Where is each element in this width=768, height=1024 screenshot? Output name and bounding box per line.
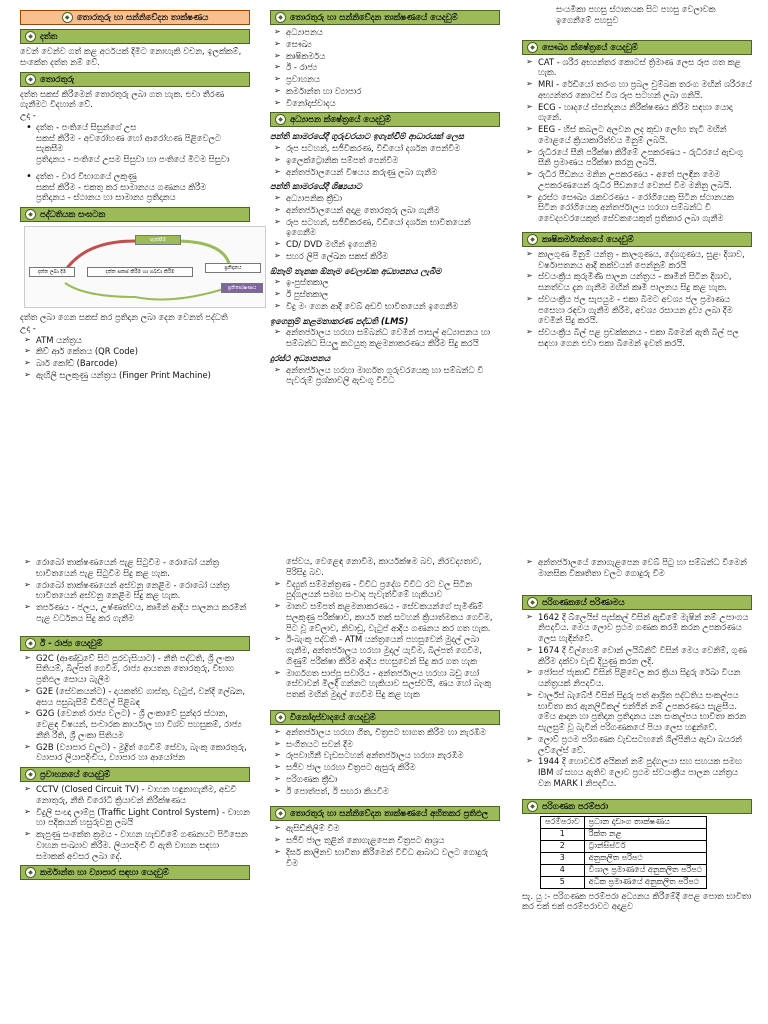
example-label: උදා -	[20, 110, 36, 120]
list-item: ➢ ඇසිඩ්කිලිම් වීම	[286, 823, 500, 834]
list-item: ➢ කාලගුණ මිනුම් යන්ත්‍ර - කාලගුණය, දේශගුණය, සුළං දිශාව, වර්ෂාපතනය ආදි කක්වයන් පෙන්නුම් කරයි	[538, 249, 752, 271]
list-item: ➢ CD/ DVD මඟින් ඉගෙනීම	[286, 239, 500, 250]
table-row	[541, 876, 707, 888]
adverse-continued-list	[522, 557, 752, 579]
list-item: ➢ සහර ලිපි ලේඛන සකස් කිරීම	[286, 251, 500, 262]
doc-title: ◆ තොරතුරු හා සන්නිවේදන තාක්ෂණය	[20, 10, 250, 25]
input-box: දත්ත ලබා දීම	[29, 267, 75, 277]
list-item: ➢ අධ්‍යාපනය	[286, 27, 500, 38]
list-item: ➢ කිව් ආර් කේතය (QR Code)	[36, 346, 250, 357]
list-item: ➢ රූප සටහන්, සජීවීකරණ, විඩියෝ දර්ශන පෙන්වීම	[286, 143, 500, 154]
list-item: ➢ ප්‍රවාහනය	[286, 74, 500, 85]
subheading: ඕනෑම් තැනක ඕනෑම වෙලාවක අධ්‍යාපනය ලැබීම	[270, 265, 442, 276]
section-header-agriculture: ◆ කෘෂිකර්මාන්තයේ යෙදවුම්	[522, 232, 752, 247]
diamond-icon: ◆	[527, 597, 538, 608]
table-row	[541, 864, 707, 876]
note-text: සැ. යු :- පරිගණක පරම්පරා අධ්‍යනය කිරීමේදී පෙළ පොත භාවිතා කර එක් එක් පරම්පරාවට අදාළව	[522, 890, 752, 912]
section-header-egov: ◆ ඊ - රාජ්‍ය යෙදවුම්	[20, 636, 250, 651]
process-box: සැකසීම	[135, 235, 181, 245]
list-item: ➢ G2C (ආණ්ඩුවේ සිට පුරවැසියාට) - නීති පද්ධති, ශ්‍රී ලංකා සිතියම්, බිල්පත් ගෙවීම, රාජ්‍ය ආයතන තොරතුරු, විභාග ප්‍රතිඵල සොයා බැලීම	[36, 653, 250, 685]
health-list	[522, 57, 752, 224]
output-box: ප්‍රතිදානය	[205, 263, 261, 273]
table-cell: ට්‍රාන්සිස්ටර්	[584, 840, 706, 852]
list-item: ➢ CCTV (Closed Circuit TV) - වාහන හඳුනාගැනීම, අඩවි නොතුරු, නීති විරෝධී ක්‍රියාවන් නිරීක්ෂණය	[36, 784, 250, 806]
industry-continued-text: සේවය, වෙළෙඳ නොවීම, කාර්යක්ෂම බව, නිරවද්‍යතාව, පිරිසිදු බව.	[286, 556, 482, 577]
distance-edu-list	[270, 365, 500, 387]
list-item: ➢ ඉ-පුස්තකාල	[286, 277, 500, 288]
list-item: ➢ අන්තර්ජාලය හරහා සම්බන්ධ වෙමින් පාසල් අධ්‍යාපනය හා සම්බන්ධ සියලු කටයුතු කළමනාකරණය කිරීම සිදු කරයි	[286, 327, 500, 349]
edu-student-list	[270, 193, 500, 262]
column-middle	[270, 6, 500, 388]
section-header-industry: ◆ කර්මාන්ත හා ව්‍යාපාර සඳහා යෙදවුම්	[20, 865, 250, 880]
table-cell: 2	[541, 840, 585, 852]
table-cell: 5	[541, 876, 585, 888]
entertainment-list	[270, 727, 500, 797]
list-item: ➢ 1674 දී විල්හෙම් වොන් ලයිබ්නිට් විසින් මෙය වෙනිම්, ගුණ කිරීම දක්වා වැඩි දියුණු කරන ලදි.	[538, 645, 752, 667]
list-item: ➢ කර්මාන්ත හා ව්‍යාපාර	[286, 86, 500, 97]
list-item: • දත්ත - පංතියේ සිසුන්ගේ උස සකස් කිරීම - අවරෝහණ හෝ ආරෝහණ පිළිවෙලට සැකසීම ප්‍රතිදානය - පංතියේ උසම සිසුවා හා පංතියේ මිටම සිසුවා	[36, 122, 250, 165]
section-header-info: ◆ තොරතුරු	[20, 72, 250, 87]
list-item: ➢ ATM යන්ත්‍රය	[36, 335, 250, 346]
edu-teacher-list	[270, 143, 500, 177]
table-header-cell: පරම්පරාව	[541, 816, 585, 828]
list-item: ➢ පරිගණක ක්‍රීඩා	[286, 774, 500, 785]
diamond-icon: ◆	[527, 42, 538, 53]
list-item: ➢ විද්‍යුත් සම්මන්ත්‍රණ - විවිධ ප්‍රදේශ විවිධ රට වල සිටින පුද්ගලයන් සමඟ සංවාද පැවැත්වීමේ හැකියාව	[286, 579, 500, 601]
list-item: ➢ සජීවී ජාල තුළින් නොගැළපෙන චිත්‍රපට ආශ්‍රය	[286, 835, 500, 846]
subheading: දුරස්ථ අධ්‍යාපනය	[270, 352, 331, 363]
list-item: ➢ කෘෂිකර්මය	[286, 51, 500, 62]
adverse-effects-list	[270, 823, 500, 868]
subheading: ඉගෙනුම් කළමනාකරණ පද්ධති (LMS)	[270, 315, 409, 326]
list-item: ➢ ඉලෙක්ට්‍රොනික සම්පත් පෙන්වීම	[286, 155, 500, 166]
diamond-icon: ◆	[275, 808, 286, 819]
list-item: ➢ ඊ පොත්පත්, ඊ සඟරා කියවීම	[286, 786, 500, 797]
section-header-applications: ◆ තොරතුරු හා සන්නිවේදන තාක්ෂණයේ යෙදවුම්	[270, 10, 500, 25]
list-item: ➢ G2B (ව්‍යාපාර වලට) - මුද්‍රිත් ගෙවීම් සේවා, බැංකු කොරතුරු, ව්‍යාපාර ලියාපදිංචිය, ව්‍යාපාර හා ආයෝජන	[36, 742, 250, 764]
evolution-list	[522, 612, 752, 789]
system-components-diagram	[24, 226, 266, 308]
table-row	[541, 840, 707, 852]
list-item: ➢ ස්වයංක්‍රීය කුරුමිණි පාලන යන්ත්‍රය - කෘමීන් සිටින දිශාව, සනත්වය දැන ගැනීම මඟින් කෘමි පාලනය සිදු කළ හැක.	[538, 271, 752, 293]
list-item: ➢ අන්තර්ජාලයෙන් අදාළ තොරතුරු ලබා ගැනීම	[286, 205, 500, 216]
diamond-icon: ◆	[275, 114, 286, 125]
feedback-box: ප්‍රතිපෝෂණය	[221, 283, 263, 293]
example-list	[20, 122, 250, 203]
info-definition: දත්ත සකස් කිරීමෙන් තොරතුරු ලබා ගත හැක. එවා තීරණ ගැනීමට විදහාන් වේ.	[20, 88, 224, 110]
diamond-icon: ◆	[25, 769, 36, 780]
components-text: දත්ත ලබා ගෙන සකස් කර ප්‍රතිදාන ලබා දෙන වෙනත් පද්ධති	[20, 312, 228, 322]
list-item: ➢ අන්තර්ජාලය හරහා ගීත, චිත්‍රපට භාගත කිරීම හා නැරඹීම	[286, 727, 500, 738]
table-cell: 4	[541, 864, 585, 876]
storage-box: දත්ත සකස් කිරීම හා ගබඩා කිරීම	[87, 267, 193, 277]
diamond-icon: ◆	[25, 31, 36, 42]
edu-anywhere-list	[270, 277, 500, 311]
subheading: පන්ති කාමරයේදී ගුරුවරයාට ඉගැන්වීම් ආධාරයක් ලෙස	[270, 131, 464, 142]
diamond-icon: ◆	[25, 209, 36, 220]
list-item: ➢ අධ්‍යාපනික ක්‍රීඩා	[286, 193, 500, 204]
list-item: ➢ 1944 දී හොවර්ඩ් අයිකන් නම් පුද්ගලයා සහ සහයක සමඟ IBM ශ් සහය ඇතිව ලොව ප්‍රථම ස්වයංක්‍රීය පාලන යන්ත්‍රය වන MARK I නිපදවීය.	[538, 756, 752, 788]
list-item: ➢ චාර්ල්ස් බැබේජ් විසින් සිදුරු පත් ආශ්‍රිත පද්ධතිය සංකල්පය භාවිතා කර ඇනලිටිකල් එන්ජින් නම් උපකරණය සැළසීය. මේය ආදාන හා ප්‍රතිදාන ප්‍රතිදානය යන සංකල්පය භාවිතා කරන සැලසුම් වූ බැවින් පරිගණකයේ පියා ලෙස හඳුන්වේ.	[538, 690, 752, 733]
list-item: ➢ G2G (වෙනත් රාජ්‍ය වලට) - ශ්‍රී ලංකාවේ සුන්දර ස්ථාන, වෙළඳ විෂයන්, සංචාරක කාර්යාල හා විශ්‍ව පහසුකම්, රාජ්‍ය නීති රීති, ශ්‍රී ලංකා සිතියම	[36, 708, 250, 740]
table-row	[541, 828, 707, 840]
example-label: උදා -	[20, 322, 36, 333]
list-item: ➢ EEG - හිස් කබලට අලවන ලද කුඩා ලෝහ තැටි මඟින් මොළයේ ක්‍රියාකාරිත්වය මිනුම් ලබයි.	[538, 124, 752, 146]
column-left	[20, 6, 257, 383]
list-item: ➢ ECG - හෘදයේ ස්පන්දනය නිරීක්ෂණය කිරීම සඳහා යොදා ගැනේ.	[538, 102, 752, 124]
diamond-icon: ◆	[25, 867, 36, 878]
data-definition: වෙන් වෙන්ව ගත් කළ අර්ථයක් දිමිට නොහැකි වචන, ඉලක්කම්, සංකේත දත්ත නම් වේ.	[20, 46, 242, 67]
list-item: ➢ අන්තර්ජාලය හරහා මාර්ගත ගුරුවරයෙකු හා සම්බන්ධ වී පැවරුම් ප්‍රශ්නාවලි ඇඩංගු විවිධ	[286, 365, 500, 387]
section-header-components: ◆ පද්ධතියක සංඝටක	[20, 207, 250, 222]
list-item: ➢ අන්තර්ජාලයේ නොගැළපෙන වෙබ් පිටු හා සම්බන්ධ වීමෙන් මානසික විකෘතිතා වලට ගොදුරු වීම	[538, 557, 752, 579]
list-item: ➢ විදුලි සංඥා ලාම්පු (Traffic Light Control System) - වාහන හා පදිකයන් හසුරුවනු ලබයි	[36, 807, 250, 829]
table-cell: විශාල ප්‍රමාණයේ අනුකලිත පරිපථ	[584, 864, 706, 876]
column-right-bottom	[522, 556, 752, 912]
diamond-icon: ◆	[62, 12, 73, 23]
list-item: ➢ G2E (සේවකයන්ට) - දායකත්ව ගාස්තු, වැටුප්, වන්දි ලේඛන, අසය පසුබැසීම් ඩිජිටල් පිළිබඳ	[36, 686, 250, 708]
section-header-entertainment: ◆ විනෝදාස්වාදයේ යෙදවුම්	[270, 710, 500, 725]
list-item: • දත්ත - වාර විභාගයේ ලකුණු සකස් කිරීම - එකතු කර සාමාන්‍යය ගණනය කිරීම ප්‍රතිදානය - ස්ථානය හා සාමාන්‍ය ප්‍රතිදානය	[36, 171, 250, 203]
list-item: ➢ කැපුණු සංකේත ක්‍රමය - වාහන හැඩවීමේ ගණනයට පිටිසෙන වාහන සංඛ්‍යාව කිරීම. ලියාපදිංචි වී ඇති වාහන සඳහා සමාකක් අවසර ලබා දේ.	[36, 829, 250, 861]
section-header-health: ◆ සෞඛ්‍ය ක්ෂේත්‍රයේ යෙදවුම්	[522, 40, 752, 55]
list-item: ➢ රූපවාහිනී වැඩසටහන් අන්තර්ජාලය හරහා නැරඹීම	[286, 750, 500, 761]
list-item: ➢ රූප සටහන්, සජීවීකරණ, විඩියෝ දර්ශන භාවිතයෙන් ඉගෙනීම	[286, 217, 500, 239]
table-cell: අධික ප්‍රමාණයේ අනුකලිත පරිපථ	[584, 876, 706, 888]
list-item: ➢ ලොව් ප්‍රථම පරිගණක වැඩසටහනේ ශිල්පිනිය ඇඩා බයරන් ලව්ලේස් වේ.	[538, 734, 752, 756]
table-header-cell: ප්‍රධාන දෘඩාංග තාක්ෂණය	[584, 816, 706, 828]
industry-list	[270, 579, 500, 700]
list-item: ➢ 1642 දී බ්ලෙයිස් පැස්කල් විසින් ඇඩීමේ මැෂින් නම් උපාංගය නිපදවීය. මෙය ලොව ප්‍රථම ගණක කරමි කරන උපකරණය ලෙස හැඳින්වේ.	[538, 612, 752, 644]
list-item: ➢ ස්වයංක්‍රීය බිල් පළ ප්‍රචක්කනය - එකා බිමෙන් ඇති බිල් පල සඳහා ගෙන එවා එකා බිමෙන් ඉවත් කරයි.	[538, 327, 752, 349]
list-item: ➢ ඊ-බැංකු පද්ධති - ATM යන්ත්‍රයෙන් පහසුවෙන් මුදල් ලබා ගැනීම, අන්තර්ජාලය හරහා මුදල් යැවීම, බිල්පත් ගෙවීම, ගිණුම් පරීක්ෂා කිරීම ආදිය පහසුවෙන් සිදු කර ගත හැක	[286, 634, 500, 666]
agriculture-list	[522, 249, 752, 349]
diamond-icon: ◆	[25, 74, 36, 85]
lms-list	[270, 327, 500, 349]
list-item: ➢ ජෝසප් ජැකාඩ් විසින් පිළිවෙල කර ක්‍රියා සිදුරු රේඛා වියන යන්ත්‍රයක් නිපදවීය.	[538, 667, 752, 689]
list-item: ➢ බාර් කෝඩ් (Barcode)	[36, 358, 250, 369]
egov-list	[20, 653, 250, 764]
transport-list	[20, 784, 250, 861]
list-item: ➢ අන්තර්ජාලයෙන් විෂයය කරුණු ලබා ගැනීම	[286, 167, 500, 178]
list-item: ➢ රුධිරයේ සීනි පරීක්ෂා කිරීමේ උපකරණය - රුධිරයේ ඇඩංගු සීනි ප්‍රමාණය පරීක්ෂා කරනු ලබයි.	[538, 147, 752, 169]
list-item: ➢ මානව සම්පත් කළමනාකරණය - සේවකයන්ගේ පැමිණීම් සලකුණු පරීක්ෂාව, කාර්ය තක් සටහන් ක්‍රියාත්මකය ගෙවීම, පිට වූ වේලාව, නිවාඩු, වැටුප් ආදිය ගණනය කර ගත හැක.	[286, 601, 500, 633]
list-item: ➢ තර්පණය - ජලය, උෂ්ණත්වය, කෘමීන් ආදිය පාලනය කරමින් පැළ වර්ධනය සිදු කර ගැනීම	[36, 602, 250, 624]
list-item: ➢ විදු මං ගෙන ආදී වෙබ් අඩවි භාවිතයෙන් ඉගෙනීම	[286, 301, 500, 312]
list-item: ➢ CAT - ශරීර අභ්‍යන්තර කොටස් ත්‍රිමාණ ලෙස රූප ගත කළ හැක.	[538, 57, 752, 79]
list-item: ➢ සංගීතයට සවන් දීම	[286, 739, 500, 750]
subheading: පන්ති කාමරයේදී ශිෂ්‍යයාට	[270, 181, 362, 192]
agri-robot-list	[20, 557, 250, 624]
section-header-generations: ◆ පරිගණක පරම්පරා	[522, 799, 752, 814]
table-cell: රික්ත නළ	[584, 828, 706, 840]
list-item: ➢ රොබෝ තාක්ෂණයෙන් පැළ සිටුවීම - රොබෝ යන්ත්‍ර භාවිතයෙන් පැළ සිටුවීම සිදු කළ හැක.	[36, 557, 250, 579]
column-left-bottom	[20, 556, 250, 882]
diamond-icon: ◆	[275, 12, 286, 23]
diamond-icon: ◆	[275, 712, 286, 723]
table-cell: 3	[541, 852, 585, 864]
column-right	[522, 4, 752, 351]
list-item: ➢ දුරස්ථ සෞඛ්‍ය රැකවරණය - රෝගියෙකු සිටින ස්ථානයක සිටින රෝගියෙකු අන්තර්ජාලය හරහා සම්බන්ධ වී වෛද්‍යවරයෙකුත් සේවකයෙකුත් ප්‍රතිකාර ලබා ගැනීම	[538, 192, 752, 224]
fields-list	[270, 27, 500, 108]
list-item: ➢ විනෝදාස්වාදය	[286, 98, 500, 109]
table-header-row	[541, 816, 707, 828]
table-cell: 1	[541, 828, 585, 840]
list-item: ➢ සෞඛ්‍ය	[286, 39, 500, 50]
list-item: ➢ මාර්ගගත සාප්පු සවාරිය - අන්තර්ජාලය හරහා බඩු හෝ සේවාවන් මිලදී ගන්නට හැකියාව සලස්වයි, ණය හෝ බැංකු පතක් මඟින් මුදල් ගෙවීම සිදු කළ හැක	[286, 668, 500, 700]
list-item: ➢ ඊ පුස්තකාල	[286, 289, 500, 300]
list-item: ➢ සජීව ජාල හරහා චිත්‍රපට ඇසුරු කිරීම	[286, 762, 500, 773]
list-item: ➢ ඇඟිලි සලකුණු යන්ත්‍රය (Finger Print Machine)	[36, 370, 250, 381]
components-list	[20, 335, 250, 381]
section-header-evolution: ◆ පරිගණකයේ පරිණාමය	[522, 595, 752, 610]
table-cell: අනුකලිත පරිපථ	[584, 852, 706, 864]
list-item: ➢ ස්වයංක්‍රීය ජල සැපයුම - එකා බිමට අවශ්‍ය ජල ප්‍රමාණය පසෙහා රඳවා ගැනීම කිරීම, අවශ්‍ය රසායන ද්‍රව්‍ය ලබා දීම වෙමින් සිදු කරයි.	[538, 294, 752, 326]
diamond-icon: ◆	[527, 234, 538, 245]
distance-edu-continued: සංයමිකා පහසු ස්ථානයක සිට පහසු වෙලාවක ඉගෙනීමේ පහසුව	[556, 4, 716, 25]
list-item: ➢ රුධිර පීඩනය මනින උපකරණය - අතේ පලඳින මෙම උපකරණයෙන් රුධිර පීඩනයේ වෙනස් වීම මනිනු ලබයි.	[538, 169, 752, 191]
generations-table	[540, 816, 707, 889]
list-item: ➢ ඊ - රාජ්‍ය	[286, 62, 500, 73]
list-item: ➢ MRI - රේඩියෝ තරංග හා ප්‍රබල චුම්බක තරංග මඟින් ශරීරයේ අභ්‍යන්තර කොටස් විශ රූප සටහන් ලබා ගනියි.	[538, 79, 752, 101]
column-middle-bottom	[270, 556, 500, 870]
section-header-adverse-effects: ◆ තොරතුරු හා සන්නිවේදන තාක්ෂණයේ අහිතකර ප්‍රතිඵල	[270, 806, 500, 821]
table-row	[541, 852, 707, 864]
list-item: ➢ දිර්ඝ කාලීනව භාවිතා කිරීමෙන් විවිධ ආබාධ වලට ගොදුරු වීම	[286, 847, 500, 869]
section-header-data: ◆ දත්ත	[20, 29, 250, 44]
section-header-transport: ◆ ප්‍රවාහනයේ යෙදවුම්	[20, 767, 250, 782]
diamond-icon: ◆	[25, 638, 36, 649]
section-header-education: ◆ අධ්‍යාපන ක්ෂේත්‍රයේ යෙදවුම්	[270, 112, 500, 127]
list-item: ➢ රොබෝ තාක්ෂණයෙන් අස්වනු නෙළීම - රොබෝ යන්ත්‍ර භාවිතයෙන් අස්වනු නෙළීම සිදු කළ හැක.	[36, 580, 250, 602]
diamond-icon: ◆	[527, 801, 538, 812]
